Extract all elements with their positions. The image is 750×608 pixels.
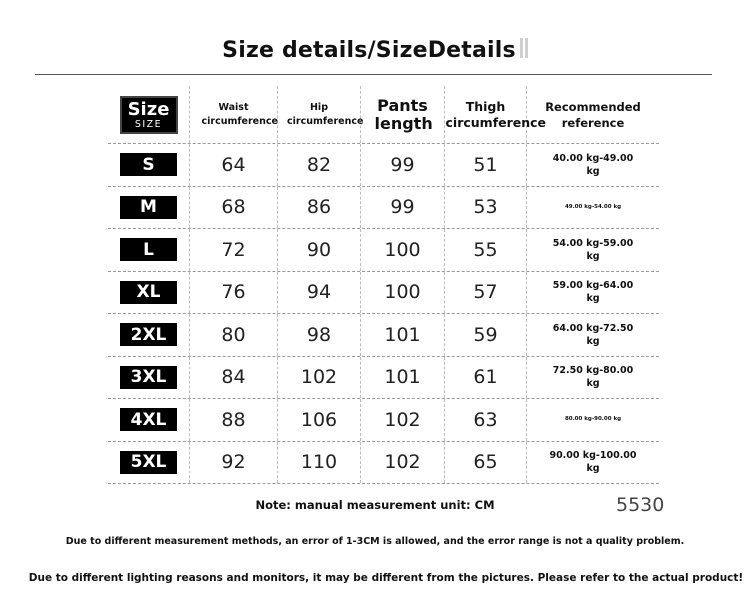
table-header-row <box>108 86 659 144</box>
header-reference-cell <box>527 86 659 143</box>
pants-value: 102 <box>384 408 421 431</box>
title-divider <box>35 74 712 75</box>
pants-value: 100 <box>384 281 421 304</box>
thigh-cell <box>445 229 527 271</box>
hip-cell <box>278 314 361 356</box>
table-row <box>108 272 659 315</box>
pants-value: 101 <box>384 323 421 346</box>
hip-value: 102 <box>300 366 338 389</box>
waist-value: 92 <box>221 451 246 474</box>
header-size-cell <box>108 86 190 143</box>
thigh-value: 57 <box>473 281 498 304</box>
hip-cell <box>278 187 361 229</box>
hip-cell <box>278 144 361 186</box>
waist-value: 64 <box>221 153 246 176</box>
size-label: 5XL <box>120 451 177 474</box>
reference-cell <box>527 314 659 356</box>
thigh-cell <box>445 357 527 399</box>
reference-cell <box>527 144 659 186</box>
size-label: L <box>120 238 177 261</box>
waist-cell <box>190 272 278 314</box>
size-logo <box>120 96 178 134</box>
table-row <box>108 229 659 272</box>
pants-cell <box>361 229 445 271</box>
hip-cell <box>278 442 361 484</box>
table-row <box>108 144 659 187</box>
hip-cell <box>278 272 361 314</box>
measurement-note: Note: manual measurement unit: CM <box>255 498 495 512</box>
hip-value: 98 <box>306 323 332 346</box>
reference-value: 90.00 kg-100.00 kg <box>549 450 637 475</box>
size-label: 4XL <box>120 408 177 431</box>
waist-value: 76 <box>221 281 246 304</box>
reference-value: 59.00 kg-64.00 kg <box>552 280 634 305</box>
reference-value: 80.00 kg-90.00 kg <box>564 416 622 423</box>
reference-value: 40.00 kg-49.00 kg <box>552 152 634 177</box>
hip-value: 110 <box>300 451 338 474</box>
product-code: 5530 <box>616 494 665 516</box>
reference-value: 64.00 kg-72.50 kg <box>552 322 634 347</box>
thigh-value: 55 <box>473 238 498 261</box>
waist-cell <box>190 144 278 186</box>
title-decoration-icon <box>518 38 528 64</box>
size-cell <box>108 357 190 399</box>
size-cell <box>108 272 190 314</box>
thigh-cell <box>445 399 527 441</box>
waist-cell <box>190 399 278 441</box>
pants-value: 99 <box>390 153 415 176</box>
waist-cell <box>190 187 278 229</box>
hip-cell <box>278 357 361 399</box>
size-logo-big: Size <box>127 98 170 120</box>
header-thigh-cell <box>445 86 547 143</box>
table-row <box>108 399 659 442</box>
header-waist: Waist circumference <box>201 101 278 127</box>
waist-cell <box>190 314 278 356</box>
reference-cell <box>527 187 659 229</box>
thigh-cell <box>445 272 527 314</box>
pants-cell <box>361 399 445 441</box>
waist-value: 80 <box>221 323 246 346</box>
hip-value: 82 <box>306 153 332 176</box>
reference-cell <box>527 357 659 399</box>
hip-cell <box>278 229 361 271</box>
waist-value: 88 <box>221 408 246 431</box>
table-row <box>108 442 659 485</box>
waist-cell <box>190 442 278 484</box>
pants-cell <box>361 272 445 314</box>
size-cell <box>108 144 190 186</box>
header-hip-cell <box>278 86 364 143</box>
thigh-cell <box>445 442 527 484</box>
size-label: 2XL <box>120 323 177 346</box>
header-reference: Recommended reference <box>545 99 641 130</box>
hip-value: 86 <box>306 196 332 219</box>
thigh-cell <box>445 187 527 229</box>
waist-value: 72 <box>221 238 246 261</box>
pants-value: 101 <box>384 366 421 389</box>
size-table <box>108 86 659 484</box>
pants-cell <box>361 187 445 229</box>
pants-value: 102 <box>384 451 421 474</box>
waist-value: 68 <box>221 196 246 219</box>
page-title-text: Size details/SizeDetails <box>222 38 516 63</box>
thigh-value: 51 <box>473 153 498 176</box>
thigh-cell <box>445 314 527 356</box>
size-cell <box>108 229 190 271</box>
size-cell <box>108 442 190 484</box>
reference-cell <box>527 442 659 484</box>
header-pants-cell <box>361 86 445 143</box>
size-cell <box>108 399 190 441</box>
reference-cell <box>527 272 659 314</box>
reference-value: 49.00 kg-54.00 kg <box>564 203 622 210</box>
thigh-value: 53 <box>473 196 498 219</box>
pants-cell <box>361 314 445 356</box>
waist-value: 84 <box>221 366 246 389</box>
table-row <box>108 187 659 230</box>
reference-value: 54.00 kg-59.00 kg <box>552 237 634 262</box>
measurement-disclaimer: Due to different measurement methods, an error of 1-3CM is allowed, and the error range is not a quality problem. <box>65 536 685 547</box>
hip-value: 90 <box>306 238 332 261</box>
thigh-cell <box>445 144 527 186</box>
table-row <box>108 357 659 400</box>
hip-value: 94 <box>306 281 332 304</box>
page-title <box>0 38 750 64</box>
reference-cell <box>527 399 659 441</box>
size-label: 3XL <box>120 366 177 389</box>
pants-value: 100 <box>384 238 421 261</box>
header-waist-cell <box>190 86 278 143</box>
pants-cell <box>361 144 445 186</box>
pants-value: 99 <box>390 196 415 219</box>
size-cell <box>108 314 190 356</box>
header-hip: Hip circumference <box>287 101 364 127</box>
pants-cell <box>361 442 445 484</box>
header-pants: Pants length <box>374 95 433 133</box>
size-cell <box>108 187 190 229</box>
reference-value: 72.50 kg-80.00 kg <box>552 365 634 390</box>
thigh-value: 63 <box>473 408 498 431</box>
pants-cell <box>361 357 445 399</box>
size-logo-small: SIZE <box>134 118 163 130</box>
lighting-disclaimer: Due to different lighting reasons and monitors, it may be different from the pictures. Please refer to the actual product! <box>28 572 744 584</box>
size-label: M <box>120 196 177 219</box>
hip-cell <box>278 399 361 441</box>
header-thigh: Thigh circumference <box>445 98 547 130</box>
thigh-value: 65 <box>473 451 498 474</box>
waist-cell <box>190 357 278 399</box>
size-label: S <box>120 153 177 176</box>
reference-cell <box>527 229 659 271</box>
hip-value: 106 <box>300 408 338 431</box>
table-row <box>108 314 659 357</box>
thigh-value: 61 <box>473 366 498 389</box>
size-label: XL <box>120 281 177 304</box>
waist-cell <box>190 229 278 271</box>
thigh-value: 59 <box>473 323 498 346</box>
